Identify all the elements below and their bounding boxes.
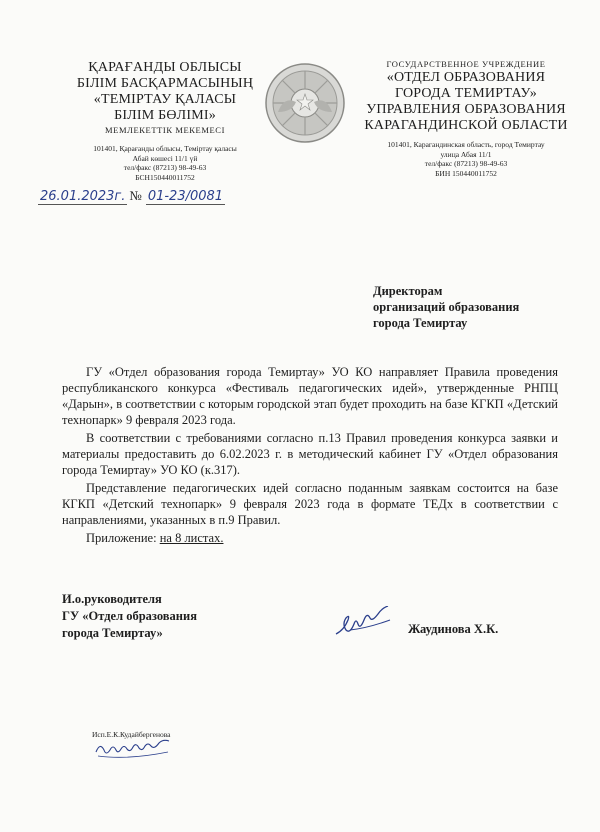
header-right-address-line: 101401, Карагандинская область, город Темиртау <box>387 140 545 149</box>
header-right-address-line: БИН 150440011752 <box>435 168 497 178</box>
header-right-address-line: тел/факс (87213) 98-49-63 <box>424 159 508 168</box>
reference-number: 01-23/0081 <box>147 189 224 204</box>
addressee-line: организаций образования <box>373 300 520 314</box>
header-left-line: БІЛІМ БӨЛІМІ» <box>114 108 216 123</box>
kazakhstan-state-emblem-icon <box>264 62 346 144</box>
signatory-title <box>62 591 197 642</box>
header-left-type: МЕМЛЕКЕТТІК МЕКЕМЕСІ <box>105 125 225 135</box>
header-right-line: ГОРОДА ТЕМИРТАУ» <box>395 86 537 101</box>
header-right-address-line: улица Абая 11/1 <box>440 149 492 159</box>
annex-label: Приложение: <box>86 531 160 545</box>
header-left-address-line: тел/факс (87213) 98-49-63 <box>123 163 207 172</box>
header-left-address-line: БСН150440011752 <box>135 172 195 182</box>
annex-line <box>62 530 558 546</box>
signatory-name: Жаудинова Х.К. <box>408 622 499 636</box>
handwritten-signature-icon <box>332 606 396 642</box>
header-left-line: «ТЕМІРТАУ ҚАЛАСЫ <box>93 92 237 107</box>
letter-body <box>62 364 558 546</box>
addressee-block <box>373 283 519 331</box>
signatory-title-line: ГУ «Отдел образования <box>62 609 197 623</box>
signatory-title-line: И.о.руководителя <box>62 592 162 606</box>
body-paragraph: ГУ «Отдел образования города Темиртау» УО КО направляет Правила проведения республиканского конкурса «Фестиваль педагогических идей», утвержденные РНПЦ «Дарын», в соответствии с которым городской этап будет проходить на базе КГКП «Детский технопарк» 9 февраля 2023 года. <box>62 365 558 427</box>
header-left-address-line: Абай көшесі 11/1 үй <box>132 153 198 163</box>
header-left-address-line: 101401, Қарағанды облысы, Теміртау қаласы <box>93 144 237 153</box>
header-right <box>360 58 572 178</box>
signatory-title-line: города Темиртау» <box>62 626 163 640</box>
executor-signature-icon <box>92 738 182 762</box>
header-right-type: ГОСУДАРСТВЕННОЕ УЧРЕЖДЕНИЕ <box>386 59 546 69</box>
annex-value: на 8 листах. <box>159 531 224 545</box>
header-right-line: КАРАГАНДИНСКОЙ ОБЛАСТИ <box>364 118 568 133</box>
outgoing-reference <box>38 188 225 204</box>
reference-number-sign: № <box>129 188 142 203</box>
body-paragraph: Представление педагогических идей согласно поданным заявкам состоится на базе КГКП «Детский технопарк» 9 февраля 2023 года в формате ТЕДх в соответствии с направлениями, указанных в п.9 Правил. <box>62 481 558 527</box>
header-right-line: УПРАВЛЕНИЯ ОБРАЗОВАНИЯ <box>366 102 566 117</box>
header-left <box>70 60 260 182</box>
header-left-line: ҚАРАҒАНДЫ ОБЛЫСЫ <box>88 60 242 75</box>
reference-date: 26.01.2023г. <box>40 189 126 204</box>
body-paragraph: В соответствии с требованиями согласно п.13 Правил проведения конкурса заявки и материалы предоставить до 6.02.2023 г. в методический кабинет ГУ «Отдел образования города Темиртау» УО КО (к.317). <box>62 431 558 477</box>
addressee-line: Директорам <box>373 284 443 298</box>
header-right-line: «ОТДЕЛ ОБРАЗОВАНИЯ <box>386 70 546 85</box>
executor-label: Исп.Е.К.Кудайбергенова <box>92 730 171 739</box>
addressee-line: города Темиртау <box>373 316 468 330</box>
header-left-line: БІЛІМ БАСҚАРМАСЫНЫҢ <box>76 76 254 91</box>
